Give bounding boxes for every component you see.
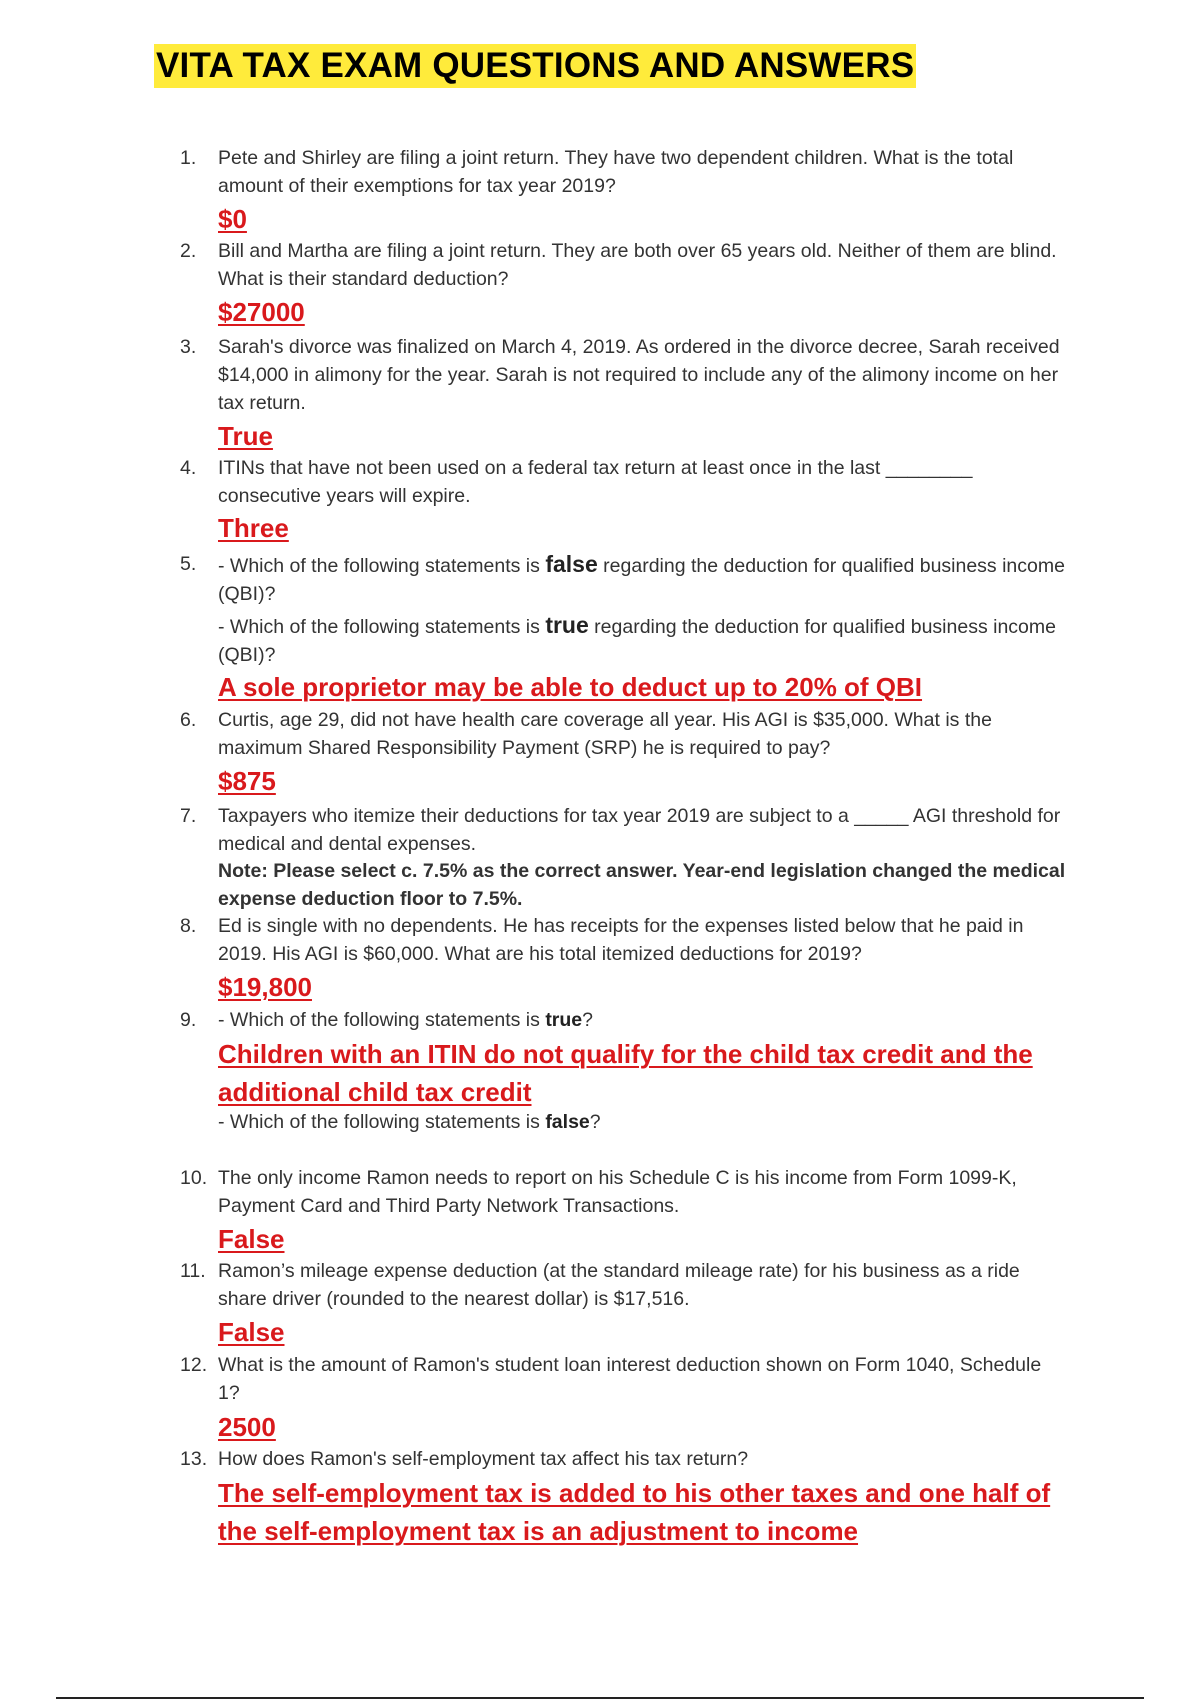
question-number: 4. [180, 457, 197, 479]
question-number: 1. [180, 147, 197, 169]
answer-text: $875 [218, 766, 276, 796]
question-text-part: ? [582, 1009, 594, 1031]
answer-text: 2500 [218, 1412, 276, 1442]
answer-text: $19,800 [218, 972, 312, 1002]
question-text: What is the amount of Ramon's student loan interest deduction shown on Form 1040, Schedule 1? [218, 1354, 1042, 1404]
question-number: 6. [180, 709, 197, 731]
answer-text: False [218, 1317, 285, 1347]
question-text: Ramon’s mileage expense deduction (at the standard mileage rate) for his business as a ride share driver (rounded to the nearest dollar) is $17,516. [218, 1260, 1020, 1310]
emphasis-text: true [545, 612, 589, 638]
question-number: 12. [180, 1354, 208, 1376]
question-text-part: - Which of the following statements is [218, 555, 546, 577]
question-number: 13. [180, 1448, 208, 1470]
page-divider [56, 1697, 1144, 1699]
question-text-part: - Which of the following statements is [218, 1111, 546, 1133]
question-number: 2. [180, 240, 197, 262]
question-text [218, 550, 1078, 608]
answer-text: $27000 [218, 297, 305, 327]
question-text: Taxpayers who itemize their deductions for tax year 2019 are subject to a _____ AGI threshold for medical and dental expenses. [218, 805, 1061, 855]
question-text: Curtis, age 29, did not have health care coverage all year. His AGI is $35,000. What is the maximum Shared Responsibility Payment (SRP) he is required to pay? [218, 709, 992, 759]
question-text [218, 611, 1078, 669]
question-number: 9. [180, 1009, 197, 1031]
emphasis-text: false [545, 551, 598, 577]
question-text-part: ? [589, 1111, 601, 1133]
bold-text: true [545, 1009, 583, 1031]
answer-text: Three [218, 513, 289, 543]
question-number: 8. [180, 915, 197, 937]
question-number: 5. [180, 553, 197, 575]
question-number: 10. [180, 1167, 208, 1189]
question-text: Pete and Shirley are filing a joint return. They have two dependent children. What is the total amount of their exemptions for tax year 2019? [218, 147, 1014, 197]
question-text [218, 1006, 1078, 1034]
question-number: 11. [180, 1260, 206, 1282]
question-text-part: - Which of the following statements is [218, 1009, 546, 1031]
question-text-part: regarding the deduction for qualified business income (QBI)? [218, 616, 1056, 666]
answer-text: False [218, 1224, 285, 1254]
answer-text: $0 [218, 204, 247, 234]
question-text: Bill and Martha are filing a joint return. They are both over 65 years old. Neither of them are blind. What is their standard deduction? [218, 240, 1057, 290]
bold-text: false [545, 1111, 590, 1133]
question-number: 3. [180, 336, 197, 358]
answer-text: True [218, 421, 273, 451]
question-text: How does Ramon's self-employment tax affect his tax return? [218, 1448, 749, 1470]
question-number: 7. [180, 805, 197, 827]
question-text: Ed is single with no dependents. He has receipts for the expenses listed below that he paid in 2019. His AGI is $60,000. What are his total itemized deductions for 2019? [218, 915, 1024, 965]
question-text [218, 1108, 1078, 1136]
answer-text: The self-employment tax is added to his other taxes and one half of the self-employment tax is an adjustment to income [218, 1478, 1051, 1546]
question-text-part: regarding the deduction for qualified business income (QBI)? [218, 555, 1065, 605]
note-text: Note: Please select c. 7.5% as the correct answer. Year-end legislation changed the medical expense deduction floor to 7.5%. [218, 860, 1066, 910]
question-text: The only income Ramon needs to report on his Schedule C is his income from Form 1099-K, Payment Card and Third Party Network Transactions. [218, 1167, 1017, 1217]
question-text: ITINs that have not been used on a federal tax return at least once in the last ________ consecutive years will expire. [218, 457, 973, 507]
answer-text: A sole proprietor may be able to deduct up to 20% of QBI [218, 672, 923, 702]
page-title: VITA TAX EXAM QUESTIONS AND ANSWERS [154, 44, 916, 88]
answer-text: Children with an ITIN do not qualify for the child tax credit and the additional child tax credit [218, 1039, 1033, 1107]
question-text: Sarah's divorce was finalized on March 4, 2019. As ordered in the divorce decree, Sarah received $14,000 in alimony for the year. Sarah is not required to include any of the alimony income on her tax return. [218, 336, 1060, 414]
question-text-part: - Which of the following statements is [218, 616, 546, 638]
